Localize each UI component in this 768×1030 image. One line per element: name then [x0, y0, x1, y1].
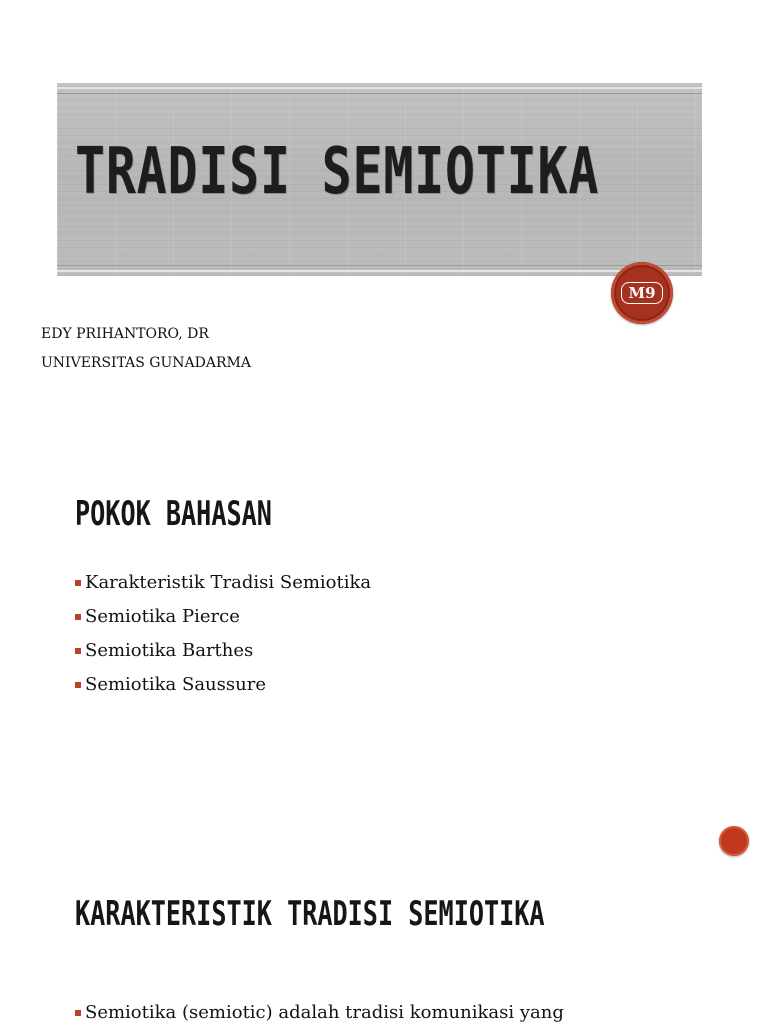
- square-bullet-icon: [75, 682, 81, 688]
- characteristics-list: [75, 996, 564, 1030]
- list-item-text: Semiotika Saussure: [85, 674, 266, 695]
- list-item-text: Semiotika Pierce: [85, 606, 240, 627]
- list-item: [75, 668, 371, 702]
- banner-rule: [57, 270, 702, 272]
- list-item: [75, 996, 564, 1030]
- square-bullet-icon: [75, 614, 81, 620]
- institution-name: UNIVERSITAS GUNADARMA: [41, 355, 251, 371]
- module-badge-label: M9: [621, 282, 662, 304]
- list-item-text: Semiotika (semiotic) adalah tradisi komunikasi yang: [85, 1002, 564, 1023]
- slide-title: TRADISI SEMIOTIKA: [75, 135, 600, 209]
- banner-rule: [57, 93, 702, 94]
- agenda-list: [75, 566, 371, 702]
- banner-rule: [57, 265, 702, 266]
- author-name: EDY PRIHANTORO, DR: [41, 326, 209, 342]
- list-item: [75, 566, 371, 600]
- title-slide: [0, 0, 768, 440]
- agenda-heading: POKOK BAHASAN: [75, 494, 272, 534]
- author-block: [41, 320, 251, 378]
- banner-rule: [57, 87, 702, 89]
- title-banner: [57, 83, 702, 276]
- square-bullet-icon: [75, 1010, 81, 1016]
- module-badge: [611, 262, 673, 324]
- square-bullet-icon: [75, 648, 81, 654]
- list-item: [75, 634, 371, 668]
- square-bullet-icon: [75, 580, 81, 586]
- agenda-slide: [0, 470, 768, 800]
- characteristics-slide: [0, 870, 768, 1024]
- list-item: [75, 600, 371, 634]
- list-item-text: Karakteristik Tradisi Semiotika: [85, 572, 372, 593]
- characteristics-heading: KARAKTERISTIK TRADISI SEMIOTIKA: [75, 894, 545, 934]
- corner-circle-icon: [719, 826, 749, 856]
- list-item-text: Semiotika Barthes: [85, 640, 254, 661]
